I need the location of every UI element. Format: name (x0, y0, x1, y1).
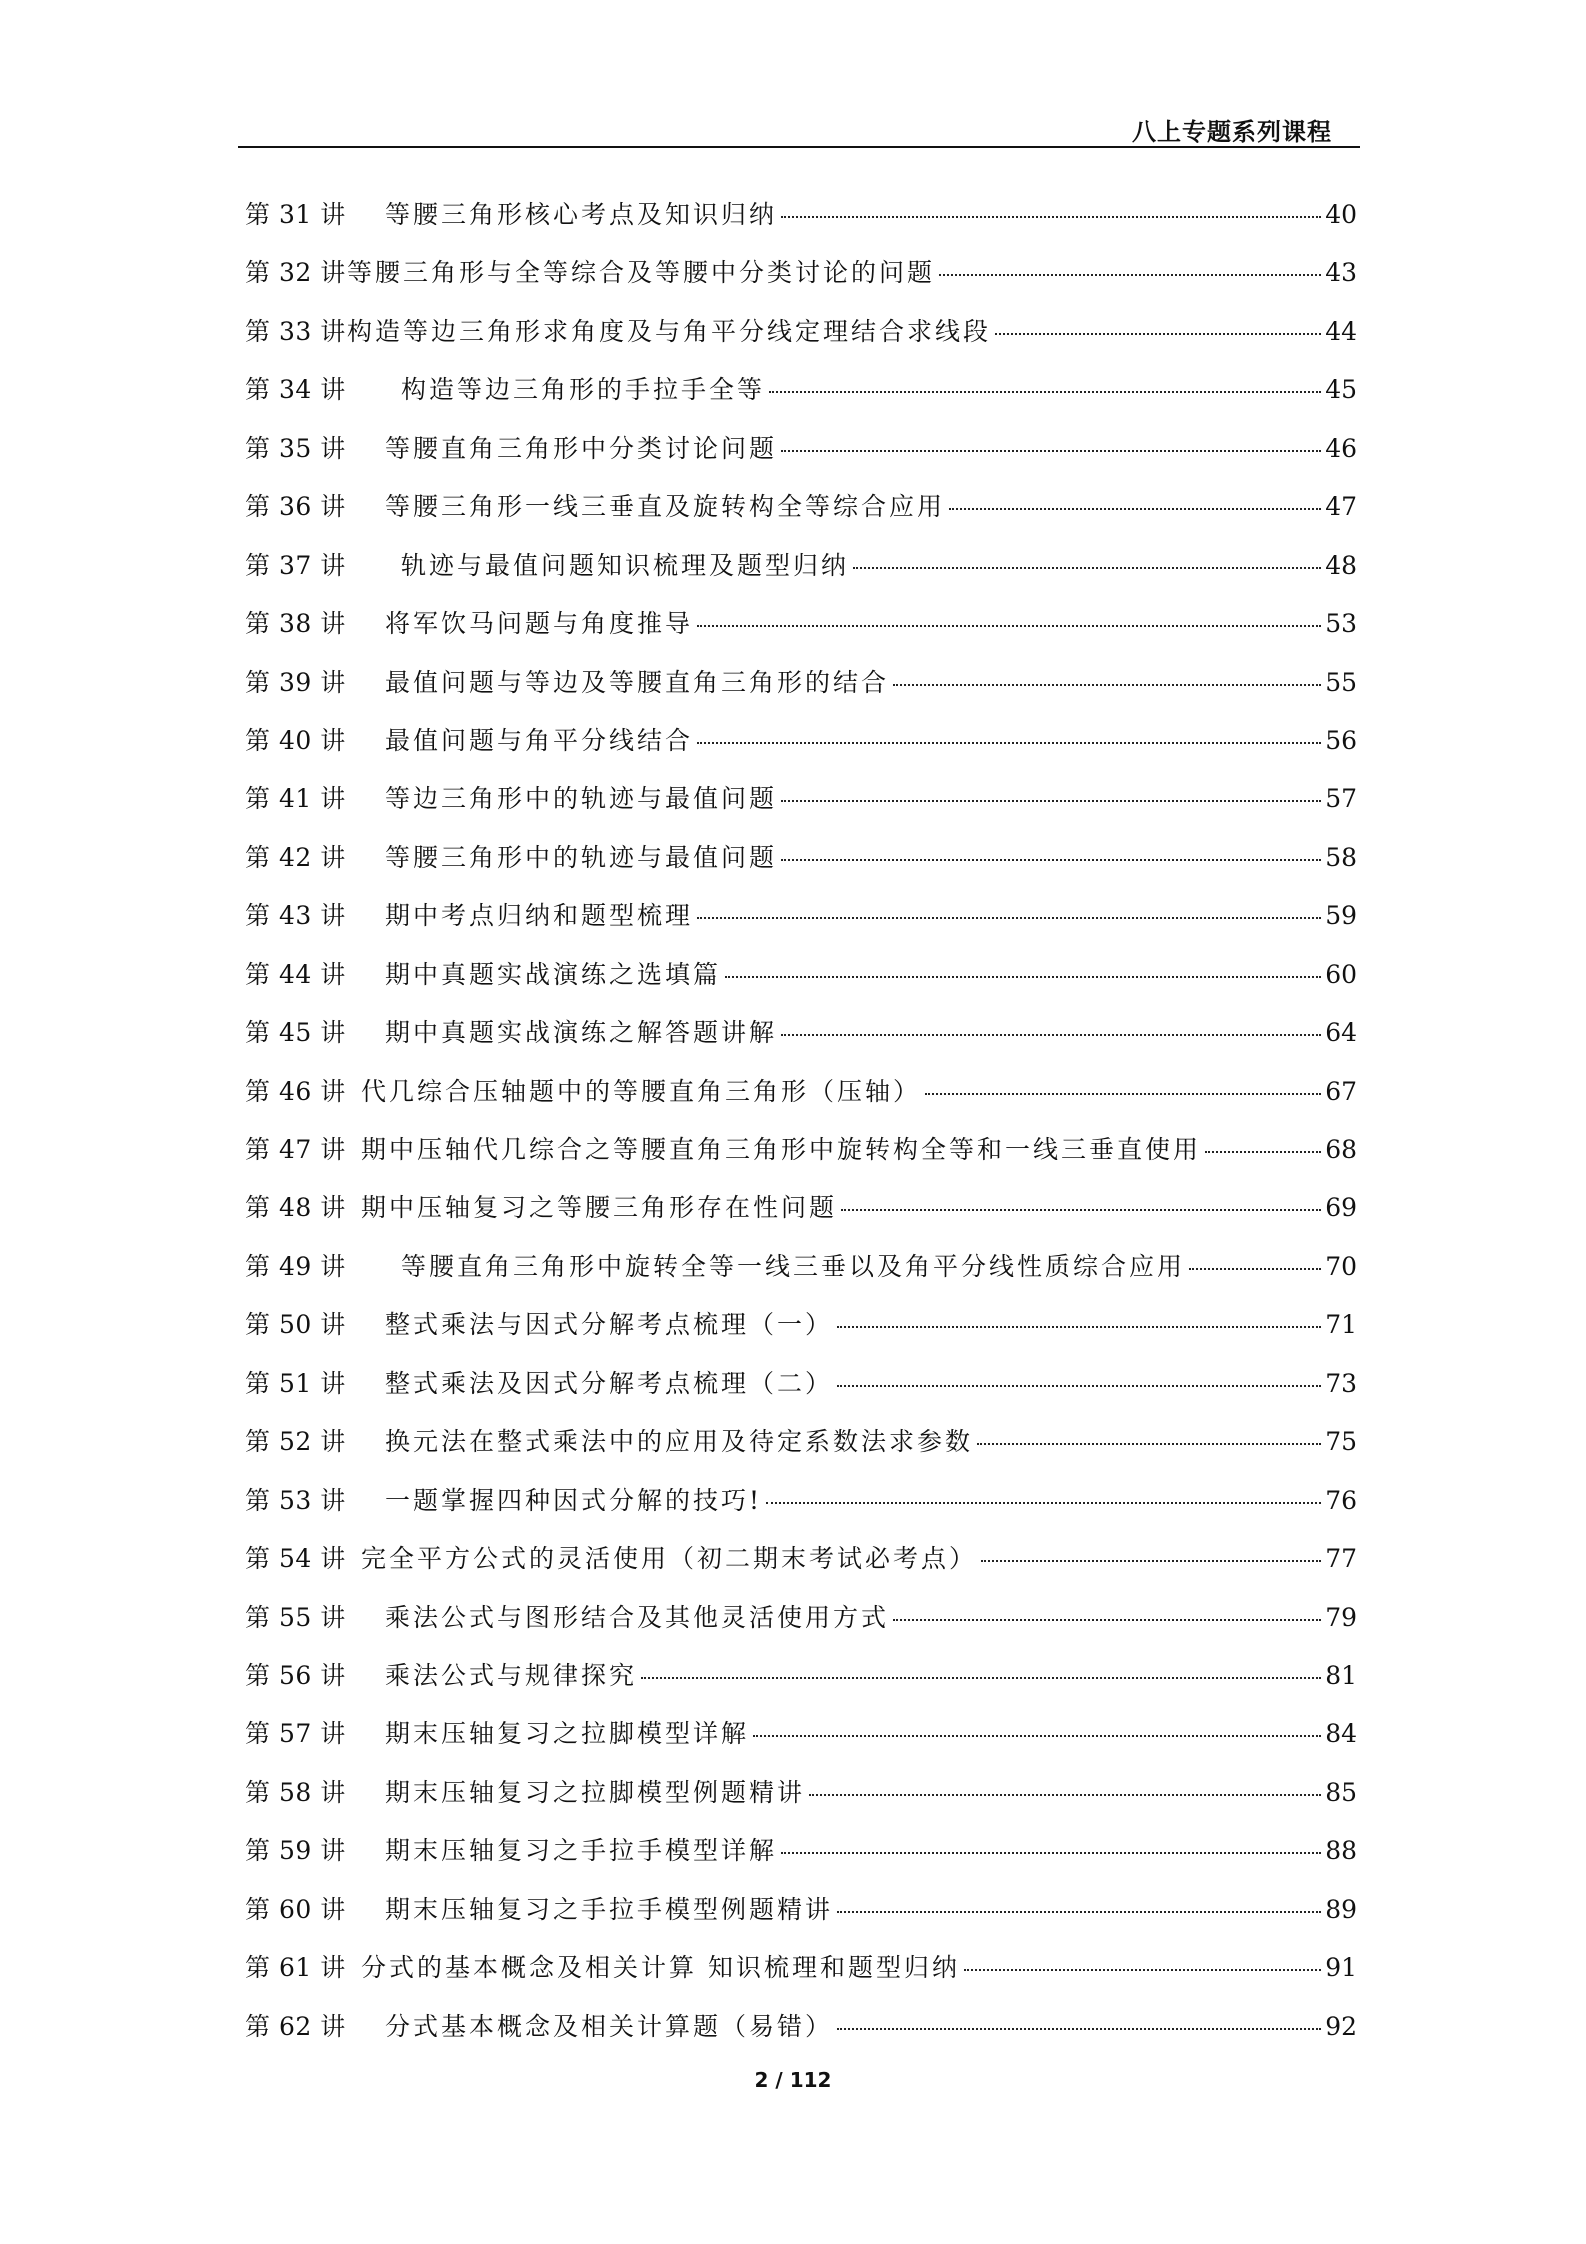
toc-entry[interactable] (245, 1364, 1357, 1422)
toc-entry-number: 第 38 讲 (245, 609, 346, 639)
toc-entry[interactable] (245, 546, 1357, 604)
toc-entry[interactable] (245, 896, 1357, 954)
toc-entry[interactable] (245, 312, 1357, 370)
toc-entry[interactable] (245, 838, 1357, 896)
toc-leader-dots (981, 1560, 1321, 1562)
toc-entry-number: 第 60 讲 (245, 1894, 346, 1924)
toc-entry[interactable] (245, 253, 1357, 311)
toc-leader-dots (753, 1735, 1321, 1737)
toc-leader-dots (949, 508, 1321, 510)
toc-entry[interactable] (245, 663, 1357, 721)
toc-entry-number: 第 48 讲 (245, 1193, 346, 1223)
toc-entry-title: 整式乘法与因式分解考点梳理（一） (385, 1310, 834, 1340)
toc-entry-title: 构造等边三角形求角度及与角平分线定理结合求线段 (347, 316, 992, 346)
toc-entry-number: 第 58 讲 (245, 1777, 346, 1807)
toc-entry-number: 第 37 讲 (245, 550, 346, 580)
toc-entry-title: 等腰三角形一线三垂直及旋转构全等综合应用 (385, 492, 946, 522)
toc-leader-dots (853, 567, 1321, 569)
toc-entry-page: 58 (1325, 842, 1357, 872)
toc-entry-title: 等边三角形中的轨迹与最值问题 (385, 784, 778, 814)
toc-entry-title: 分式的基本概念及相关计算 知识梳理和题型归纳 (361, 1953, 960, 1983)
toc-entry-number: 第 59 讲 (245, 1836, 346, 1866)
toc-entry[interactable] (245, 721, 1357, 779)
toc-entry-page: 71 (1325, 1310, 1357, 1340)
toc-leader-dots (893, 684, 1321, 686)
toc-entry-page: 79 (1325, 1602, 1357, 1632)
toc-entry-title: 乘法公式与规律探究 (385, 1660, 638, 1690)
toc-entry-number: 第 46 讲 (245, 1076, 346, 1106)
toc-leader-dots (725, 976, 1321, 978)
toc-entry[interactable] (245, 1188, 1357, 1246)
toc-entry[interactable] (245, 1130, 1357, 1188)
toc-entry[interactable] (245, 1656, 1357, 1714)
toc-entry-page: 69 (1325, 1193, 1357, 1223)
toc-entry-number: 第 53 讲 (245, 1485, 346, 1515)
toc-entry-number: 第 41 讲 (245, 784, 346, 814)
toc-leader-dots (995, 333, 1321, 335)
toc-leader-dots (781, 1034, 1321, 1036)
toc-entry-title: 最值问题与等边及等腰直角三角形的结合 (385, 667, 890, 697)
toc-entry-title: 等腰三角形核心考点及知识归纳 (385, 200, 778, 229)
toc-entry-number: 第 44 讲 (245, 959, 346, 989)
toc-entry-number: 第 62 讲 (245, 2011, 346, 2041)
toc-leader-dots (641, 1677, 1321, 1679)
toc-entry-title: 构造等边三角形的手拉手全等 (401, 375, 766, 405)
toc-entry-title: 等腰直角三角形中旋转全等一线三垂以及角平分线性质综合应用 (401, 1251, 1186, 1281)
toc-entry-title: 分式基本概念及相关计算题（易错） (385, 2011, 834, 2041)
toc-entry-title: 期末压轴复习之手拉手模型例题精讲 (385, 1894, 834, 1924)
toc-entry-page: 75 (1325, 1427, 1357, 1457)
toc-entry[interactable] (245, 1831, 1357, 1889)
toc-leader-dots (893, 1619, 1321, 1621)
toc-entry-page: 46 (1325, 433, 1357, 463)
toc-leader-dots (837, 1326, 1321, 1328)
toc-leader-dots (1205, 1151, 1321, 1153)
toc-entry-title: 期末压轴复习之拉脚模型详解 (385, 1719, 750, 1749)
toc-entry-page: 56 (1325, 725, 1357, 755)
toc-entry-number: 第 49 讲 (245, 1251, 346, 1281)
toc-entry-page: 81 (1325, 1660, 1357, 1690)
toc-entry-title: 期中压轴复习之等腰三角形存在性问题 (361, 1193, 838, 1223)
toc-leader-dots (1189, 1268, 1321, 1270)
toc-entry-number: 第 50 讲 (245, 1310, 346, 1340)
toc-leader-dots (781, 216, 1321, 218)
toc-entry-title: 完全平方公式的灵活使用（初二期末考试必考点） (361, 1544, 978, 1574)
toc-entry-number: 第 57 讲 (245, 1719, 346, 1749)
toc-entry-number: 第 36 讲 (245, 492, 346, 522)
toc-entry[interactable] (245, 604, 1357, 662)
toc-entry-page: 53 (1325, 609, 1357, 639)
toc-entry-page: 67 (1325, 1076, 1357, 1106)
toc-leader-dots (964, 1969, 1321, 1971)
toc-entry[interactable] (245, 1013, 1357, 1071)
toc-entry-number: 第 32 讲 (245, 258, 346, 288)
toc-leader-dots (837, 2028, 1321, 2030)
toc-entry[interactable] (245, 1714, 1357, 1772)
toc-entry-number: 第 61 讲 (245, 1953, 346, 1983)
toc-leader-dots (837, 1385, 1321, 1387)
toc-entry[interactable] (245, 1773, 1357, 1831)
toc-entry-page: 92 (1325, 2011, 1357, 2041)
toc-entry-page: 55 (1325, 667, 1357, 697)
toc-entry-number: 第 33 讲 (245, 316, 346, 346)
toc-entry-page: 89 (1325, 1894, 1357, 1924)
toc-entry-title: 期末压轴复习之手拉手模型详解 (385, 1836, 778, 1866)
toc-entry[interactable] (245, 1072, 1357, 1130)
toc-leader-dots (809, 1794, 1321, 1796)
toc-entry[interactable] (245, 2007, 1357, 2065)
toc-entry-title: 期末压轴复习之拉脚模型例题精讲 (385, 1777, 806, 1807)
toc-entry[interactable] (245, 1481, 1357, 1539)
toc-entry-page: 73 (1325, 1368, 1357, 1398)
toc-entry-title: 乘法公式与图形结合及其他灵活使用方式 (385, 1602, 890, 1632)
toc-leader-dots (697, 917, 1321, 919)
toc-entry-number: 第 56 讲 (245, 1660, 346, 1690)
toc-leader-dots (781, 800, 1321, 802)
toc-leader-dots (841, 1209, 1321, 1211)
toc-entry[interactable] (245, 1422, 1357, 1480)
page-number: 2 / 112 (754, 2068, 832, 2092)
toc-entry-number: 第 55 讲 (245, 1602, 346, 1632)
toc-entry-number: 第 35 讲 (245, 433, 346, 463)
toc-leader-dots (837, 1911, 1321, 1913)
toc-entry[interactable] (245, 1890, 1357, 1948)
toc-entry-title: 轨迹与最值问题知识梳理及题型归纳 (401, 550, 850, 580)
toc-entry-page: 91 (1325, 1953, 1357, 1983)
toc-entry-number: 第 51 讲 (245, 1368, 346, 1398)
toc-entry-title: 整式乘法及因式分解考点梳理（二） (385, 1368, 834, 1398)
toc-entry[interactable] (245, 429, 1357, 487)
toc-entry[interactable] (245, 195, 1357, 253)
toc-entry-page: 76 (1325, 1485, 1357, 1515)
toc-entry-number: 第 47 讲 (245, 1135, 346, 1164)
toc-leader-dots (925, 1093, 1321, 1095)
toc-entry[interactable] (245, 370, 1357, 428)
toc-entry-number: 第 39 讲 (245, 667, 346, 697)
toc-entry-page: 60 (1325, 959, 1357, 989)
toc-leader-dots (766, 1502, 1321, 1504)
toc-entry-page: 45 (1325, 375, 1357, 405)
toc-entry-number: 第 54 讲 (245, 1544, 346, 1574)
toc-leader-dots (781, 859, 1321, 861)
toc-entry-number: 第 34 讲 (245, 375, 346, 405)
toc-entry-title: 等腰直角三角形中分类讨论问题 (385, 433, 778, 463)
toc-entry[interactable] (245, 1598, 1357, 1656)
toc-entry-page: 64 (1325, 1018, 1357, 1048)
toc-entry-title: 将军饮马问题与角度推导 (385, 609, 694, 639)
toc-entry[interactable] (245, 487, 1357, 545)
toc-leader-dots (939, 274, 1321, 276)
toc-leader-dots (781, 450, 1321, 452)
toc-entry-number: 第 45 讲 (245, 1018, 346, 1048)
toc-entry-page: 68 (1325, 1135, 1357, 1164)
toc-entry-page: 77 (1325, 1544, 1357, 1574)
toc-entry-page: 88 (1325, 1836, 1357, 1866)
toc-entry-title: 等腰三角形中的轨迹与最值问题 (385, 842, 778, 872)
toc-entry[interactable] (245, 1305, 1357, 1363)
toc-entry-page: 85 (1325, 1777, 1357, 1807)
toc-entry-number: 第 40 讲 (245, 725, 346, 755)
toc-entry-number: 第 52 讲 (245, 1427, 346, 1457)
toc-entry-number: 第 31 讲 (245, 200, 346, 229)
toc-entry[interactable] (245, 779, 1357, 837)
toc-entry-number: 第 42 讲 (245, 842, 346, 872)
toc-entry-title: 换元法在整式乘法中的应用及待定系数法求参数 (385, 1427, 974, 1457)
toc-entry-title: 期中考点归纳和题型梳理 (385, 901, 694, 931)
toc-leader-dots (977, 1443, 1321, 1445)
toc-entry-title: 等腰三角形与全等综合及等腰中分类讨论的问题 (347, 258, 936, 288)
toc-leader-dots (697, 742, 1321, 744)
toc-leader-dots (697, 625, 1321, 627)
header-rule (238, 146, 1360, 148)
toc-entry-page: 47 (1325, 492, 1357, 522)
toc-entry-page: 57 (1325, 784, 1357, 814)
toc-entry-page: 43 (1325, 258, 1357, 288)
toc-entry-title: 期中压轴代几综合之等腰直角三角形中旋转构全等和一线三垂直使用 (361, 1135, 1202, 1164)
toc-entry-title: 最值问题与角平分线结合 (385, 725, 694, 755)
table-of-contents (245, 195, 1357, 2065)
toc-entry[interactable] (245, 955, 1357, 1013)
toc-entry-title: 期中真题实战演练之解答题讲解 (385, 1018, 778, 1048)
toc-entry-page: 59 (1325, 901, 1357, 931)
toc-entry-page: 84 (1325, 1719, 1357, 1749)
toc-leader-dots (769, 391, 1321, 393)
toc-entry-page: 70 (1325, 1251, 1357, 1281)
toc-entry-page: 48 (1325, 550, 1357, 580)
toc-entry[interactable] (245, 1539, 1357, 1597)
header-title: 八上专题系列课程 (1132, 118, 1332, 146)
toc-entry[interactable] (245, 1948, 1357, 2006)
toc-entry-title: 一题掌握四种因式分解的技巧! (385, 1485, 763, 1515)
toc-entry-number: 第 43 讲 (245, 901, 346, 931)
toc-leader-dots (781, 1852, 1321, 1854)
toc-entry-title: 代几综合压轴题中的等腰直角三角形（压轴） (361, 1076, 922, 1106)
toc-entry[interactable] (245, 1247, 1357, 1305)
toc-entry-page: 44 (1325, 316, 1357, 346)
toc-entry-title: 期中真题实战演练之选填篇 (385, 959, 722, 989)
toc-entry-page: 40 (1325, 200, 1357, 229)
